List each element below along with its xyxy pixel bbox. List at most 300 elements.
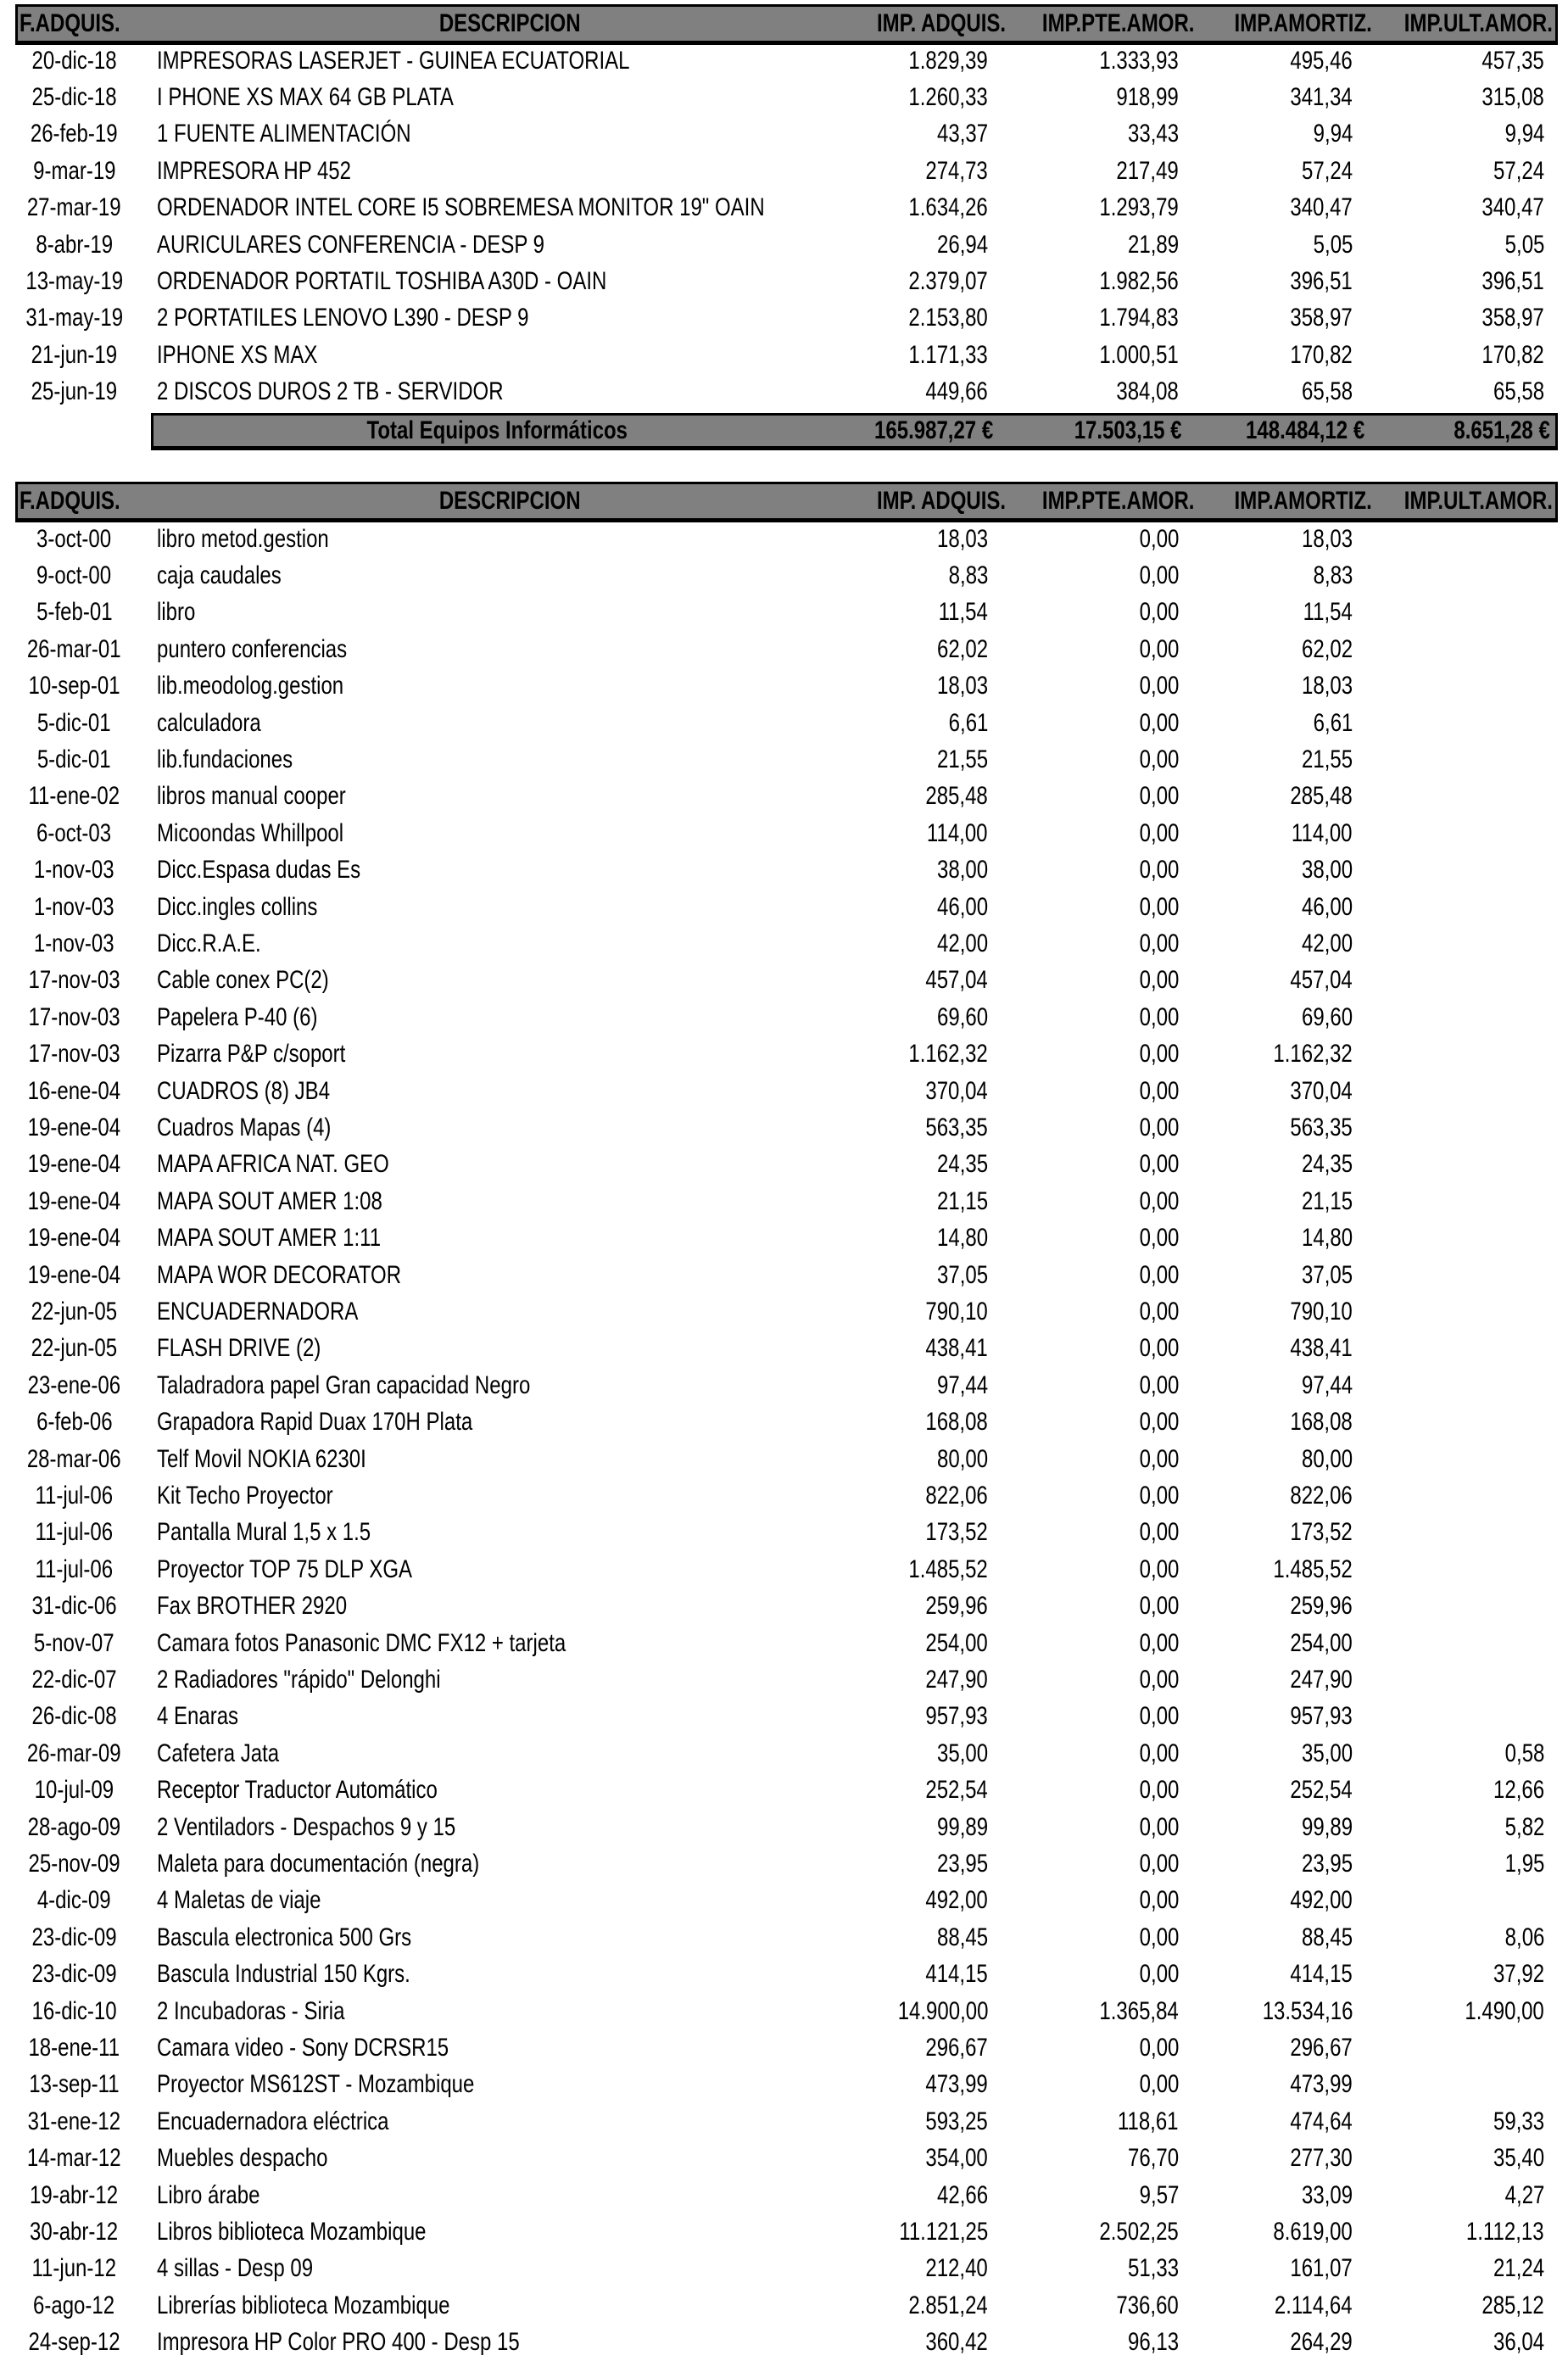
cell-imp-pte-amor: 0,00 [1139, 2034, 1179, 2062]
cell-date: 5-dic-01 [37, 708, 111, 737]
cell-description: IMPRESORAS LASERJET - GUINEA ECUATORIAL [157, 46, 630, 75]
cell-imp-adquis: 285,48 [925, 782, 988, 811]
table-row [0, 999, 1568, 1035]
cell-description: Proyector TOP 75 DLP XGA [157, 1554, 413, 1583]
cell-imp-ult-amor: 37,92 [1493, 1960, 1544, 1989]
header-imp-ult-amor: IMP.ULT.AMOR. [1403, 9, 1553, 37]
cell-imp-ult-amor [1357, 1073, 1544, 1109]
cell-imp-adquis: 414,15 [925, 1960, 988, 1989]
cell-imp-pte-amor: 2.502,25 [1099, 2218, 1179, 2247]
cell-imp-adquis: 252,54 [925, 1776, 988, 1805]
cell-description: Grapadora Rapid Duax 170H Plata [157, 1408, 473, 1437]
cell-imp-pte-amor: 0,00 [1139, 1298, 1179, 1326]
cell-imp-amortiz: 285,48 [1290, 782, 1353, 811]
cell-imp-pte-amor: 1.982,56 [1099, 267, 1179, 296]
cell-date: 3-oct-00 [36, 524, 112, 553]
cell-imp-adquis: 80,00 [936, 1444, 988, 1473]
cell-imp-amortiz: 168,08 [1290, 1408, 1353, 1437]
cell-imp-ult-amor: 285,12 [1482, 2291, 1544, 2319]
cell-imp-pte-amor: 0,00 [1139, 1076, 1179, 1105]
cell-date: 11-jul-06 [35, 1482, 114, 1510]
cell-description: IMPRESORA HP 452 [157, 156, 351, 185]
cell-description: Papelera P-40 (6) [157, 1002, 318, 1031]
cell-imp-ult-amor: 59,33 [1493, 2107, 1544, 2135]
cell-imp-pte-amor: 0,00 [1139, 1923, 1179, 1951]
cell-imp-pte-amor: 384,08 [1116, 377, 1179, 406]
cell-description: Kit Techo Proyector [157, 1482, 333, 1510]
cell-imp-amortiz: 259,96 [1290, 1592, 1353, 1621]
cell-imp-adquis: 97,44 [936, 1370, 988, 1399]
cell-description: 1 FUENTE ALIMENTACIÓN [157, 120, 411, 148]
table-row [0, 1919, 1568, 1956]
cell-date: 8-abr-19 [36, 230, 113, 259]
total-row [151, 413, 1558, 450]
table-row [0, 2141, 1568, 2177]
cell-imp-adquis: 247,90 [925, 1666, 988, 1694]
cell-imp-adquis: 21,55 [936, 745, 988, 774]
cell-imp-pte-amor: 0,00 [1139, 745, 1179, 774]
cell-imp-ult-amor: 315,08 [1482, 83, 1544, 112]
cell-imp-pte-amor: 0,00 [1139, 1444, 1179, 1473]
cell-date: 19-ene-04 [27, 1114, 121, 1142]
table-row [0, 1735, 1568, 1772]
cell-description: MAPA SOUT AMER 1:08 [157, 1186, 382, 1215]
cell-imp-amortiz: 62,02 [1301, 634, 1353, 663]
cell-imp-amortiz: 264,29 [1290, 2328, 1353, 2357]
cell-description: Muebles despacho [157, 2144, 328, 2173]
cell-imp-ult-amor [1357, 779, 1544, 815]
cell-date: 22-jun-05 [31, 1298, 118, 1326]
cell-imp-ult-amor [1357, 1551, 1544, 1588]
cell-imp-ult-amor [1357, 1109, 1544, 1146]
cell-imp-amortiz: 1.485,52 [1273, 1554, 1353, 1583]
cell-description: 2 DISCOS DUROS 2 TB - SERVIDOR [157, 377, 504, 406]
cell-imp-ult-amor: 1.490,00 [1465, 1996, 1544, 2025]
cell-imp-amortiz: 252,54 [1290, 1776, 1353, 1805]
cell-description: Cuadros Mapas (4) [157, 1114, 332, 1142]
cell-imp-pte-amor: 0,00 [1139, 782, 1179, 811]
cell-imp-ult-amor [1357, 741, 1544, 778]
cell-imp-adquis: 274,73 [925, 156, 988, 185]
cell-imp-adquis: 18,03 [936, 524, 988, 553]
table-row [0, 2067, 1568, 2103]
table-row [0, 116, 1568, 153]
cell-imp-pte-amor: 0,00 [1139, 1592, 1179, 1621]
cell-imp-adquis: 42,66 [936, 2180, 988, 2209]
cell-imp-adquis: 8,83 [948, 561, 988, 590]
cell-date: 31-may-19 [25, 304, 123, 332]
table-row [0, 557, 1568, 594]
cell-date: 6-ago-12 [33, 2291, 115, 2319]
cell-date: 18-ene-11 [28, 2034, 120, 2062]
cell-imp-adquis: 69,60 [936, 1002, 988, 1031]
cell-imp-adquis: 438,41 [925, 1334, 988, 1363]
cell-date: 14-mar-12 [27, 2144, 121, 2173]
cell-imp-adquis: 14.900,00 [897, 1996, 988, 2025]
cell-imp-ult-amor [1357, 1147, 1544, 1183]
cell-imp-pte-amor: 0,00 [1139, 892, 1179, 921]
table-row [0, 1661, 1568, 1698]
cell-imp-pte-amor: 0,00 [1139, 1260, 1179, 1289]
cell-description: 2 Incubadoras - Siria [157, 1996, 345, 2025]
table-row [0, 668, 1568, 705]
header-imp-ult-amor: IMP.ULT.AMOR. [1403, 487, 1553, 515]
cell-imp-pte-amor: 118,61 [1118, 2107, 1179, 2135]
cell-imp-adquis: 114,00 [927, 818, 988, 847]
cell-date: 16-ene-04 [27, 1076, 121, 1105]
cell-imp-adquis: 2.851,24 [908, 2291, 988, 2319]
table-row [0, 2325, 1568, 2361]
cell-date: 16-dic-10 [31, 1996, 117, 2025]
total-label: Total Equipos Informáticos [366, 416, 628, 444]
cell-date: 19-ene-04 [27, 1224, 121, 1253]
table-row [0, 1441, 1568, 1477]
cell-description: calculadora [157, 708, 261, 737]
cell-imp-pte-amor: 0,00 [1139, 1150, 1179, 1179]
table-row [0, 2029, 1568, 2066]
cell-imp-adquis: 790,10 [925, 1298, 988, 1326]
cell-imp-pte-amor: 0,00 [1139, 1812, 1179, 1841]
cell-imp-amortiz: 438,41 [1290, 1334, 1353, 1363]
cell-imp-amortiz: 23,95 [1301, 1850, 1353, 1878]
cell-imp-ult-amor: 358,97 [1482, 304, 1544, 332]
cell-imp-amortiz: 37,05 [1301, 1260, 1353, 1289]
cell-imp-ult-amor [1357, 594, 1544, 631]
cell-date: 25-dic-18 [31, 83, 117, 112]
cell-imp-ult-amor: 396,51 [1482, 267, 1544, 296]
total-imp-pte-amor: 17.503,15 € [1074, 416, 1181, 444]
cell-imp-ult-amor [1357, 1625, 1544, 1661]
cell-description: AURICULARES CONFERENCIA - DESP 9 [157, 230, 544, 259]
cell-imp-amortiz: 457,04 [1290, 966, 1353, 995]
cell-description: Pantalla Mural 1,5 x 1.5 [157, 1518, 371, 1547]
cell-imp-adquis: 354,00 [925, 2144, 988, 2173]
cell-imp-amortiz: 5,05 [1313, 230, 1353, 259]
table-row [0, 852, 1568, 889]
cell-imp-adquis: 35,00 [936, 1739, 988, 1767]
cell-imp-ult-amor [1357, 1036, 1544, 1073]
cell-date: 4-dic-09 [37, 1886, 111, 1915]
cell-imp-ult-amor [1357, 1367, 1544, 1404]
cell-imp-adquis: 212,40 [925, 2254, 988, 2283]
cell-imp-amortiz: 8,83 [1313, 561, 1353, 590]
table-row [0, 1183, 1568, 1220]
cell-description: 2 PORTATILES LENOVO L390 - DESP 9 [157, 304, 529, 332]
cell-imp-adquis: 37,05 [936, 1260, 988, 1289]
cell-description: Pizarra P&P c/soport [157, 1040, 346, 1069]
table-row [0, 1109, 1568, 1146]
cell-description: Fax BROTHER 2920 [157, 1592, 348, 1621]
cell-description: 4 Maletas de viaje [157, 1886, 321, 1915]
cell-imp-ult-amor: 457,35 [1482, 46, 1544, 75]
cell-description: ORDENADOR PORTATIL TOSHIBA A30D - OAIN [157, 267, 607, 296]
cell-imp-adquis: 99,89 [936, 1812, 988, 1841]
table-row [0, 1625, 1568, 1661]
table-row [0, 2287, 1568, 2324]
cell-imp-adquis: 11.121,25 [899, 2218, 988, 2247]
cell-date: 6-feb-06 [36, 1408, 113, 1437]
cell-imp-pte-amor: 0,00 [1139, 634, 1179, 663]
cell-imp-amortiz: 161,07 [1290, 2254, 1353, 2283]
cell-description: IPHONE XS MAX [157, 340, 318, 369]
cell-date: 19-ene-04 [27, 1150, 121, 1179]
cell-imp-ult-amor [1357, 815, 1544, 851]
cell-date: 11-jul-06 [35, 1554, 114, 1583]
cell-imp-pte-amor: 0,00 [1139, 1702, 1179, 1731]
table-row [0, 1220, 1568, 1257]
cell-date: 22-dic-07 [31, 1666, 117, 1694]
table-row [0, 226, 1568, 263]
cell-date: 1-nov-03 [34, 929, 114, 958]
cell-description: libros manual cooper [157, 782, 346, 811]
total-imp-ult-amor: 8.651,28 € [1454, 416, 1550, 444]
cell-date: 26-dic-08 [31, 1702, 117, 1731]
cell-imp-adquis: 1.260,33 [908, 83, 988, 112]
cell-date: 17-nov-03 [28, 966, 120, 995]
table1-header [15, 4, 1558, 45]
cell-imp-pte-amor: 33,43 [1127, 120, 1179, 148]
table-row [0, 2213, 1568, 2250]
cell-imp-amortiz: 957,93 [1290, 1702, 1353, 1731]
cell-imp-ult-amor: 1,95 [1504, 1850, 1544, 1878]
cell-date: 27-mar-19 [27, 193, 121, 222]
cell-imp-adquis: 6,61 [948, 708, 988, 737]
cell-imp-amortiz: 99,89 [1301, 1812, 1353, 1841]
cell-date: 28-ago-09 [27, 1812, 121, 1841]
cell-date: 23-dic-09 [31, 1923, 117, 1951]
table-row [0, 815, 1568, 851]
cell-description: 2 Radiadores "rápido" Delonghi [157, 1666, 441, 1694]
cell-imp-pte-amor: 0,00 [1139, 1554, 1179, 1583]
cell-description: MAPA WOR DECORATOR [157, 1260, 402, 1289]
cell-description: Receptor Traductor Automático [157, 1776, 438, 1805]
cell-description: ENCUADERNADORA [157, 1298, 359, 1326]
cell-imp-pte-amor: 0,00 [1139, 708, 1179, 737]
cell-imp-pte-amor: 0,00 [1139, 1002, 1179, 1031]
cell-imp-ult-amor: 35,40 [1493, 2144, 1544, 2173]
cell-imp-amortiz: 114,00 [1292, 818, 1353, 847]
cell-imp-amortiz: 97,44 [1301, 1370, 1353, 1399]
cell-imp-ult-amor: 1.112,13 [1466, 2218, 1544, 2247]
cell-imp-pte-amor: 0,00 [1139, 1960, 1179, 1989]
table-row [0, 2251, 1568, 2287]
cell-imp-pte-amor: 0,00 [1139, 1739, 1179, 1767]
cell-imp-ult-amor [1357, 1331, 1544, 1367]
cell-imp-amortiz: 8.619,00 [1273, 2218, 1353, 2247]
cell-imp-amortiz: 296,67 [1290, 2034, 1353, 2062]
cell-imp-pte-amor: 0,00 [1139, 1482, 1179, 1510]
table-row [0, 374, 1568, 410]
cell-imp-amortiz: 35,00 [1301, 1739, 1353, 1767]
cell-date: 11-jun-12 [31, 2254, 117, 2283]
table-row [0, 963, 1568, 999]
cell-imp-adquis: 21,15 [936, 1186, 988, 1215]
cell-date: 31-dic-06 [31, 1592, 117, 1621]
cell-imp-adquis: 46,00 [936, 892, 988, 921]
cell-imp-pte-amor: 0,00 [1139, 672, 1179, 700]
cell-imp-amortiz: 370,04 [1290, 1076, 1353, 1105]
cell-date: 19-abr-12 [30, 2180, 119, 2209]
cell-imp-pte-amor: 0,00 [1139, 818, 1179, 847]
total-imp-adquis: 165.987,27 € [873, 416, 993, 444]
cell-imp-pte-amor: 0,00 [1139, 1776, 1179, 1805]
cell-imp-pte-amor: 217,49 [1116, 156, 1179, 185]
cell-imp-amortiz: 790,10 [1290, 1298, 1353, 1326]
cell-imp-amortiz: 396,51 [1290, 267, 1353, 296]
cell-imp-ult-amor [1357, 2067, 1544, 2103]
cell-imp-ult-amor [1357, 1183, 1544, 1220]
cell-imp-ult-amor: 57,24 [1493, 156, 1544, 185]
cell-imp-pte-amor: 0,00 [1139, 1628, 1179, 1657]
table-row [0, 705, 1568, 741]
cell-description: 4 Enaras [157, 1702, 239, 1731]
cell-imp-amortiz: 88,45 [1301, 1923, 1353, 1951]
cell-description: MAPA AFRICA NAT. GEO [157, 1150, 389, 1179]
cell-imp-pte-amor: 51,33 [1127, 2254, 1179, 2283]
cell-date: 5-feb-01 [36, 598, 113, 627]
cell-imp-pte-amor: 0,00 [1139, 1114, 1179, 1142]
cell-date: 9-oct-00 [36, 561, 112, 590]
cell-imp-amortiz: 69,60 [1301, 1002, 1353, 1031]
cell-imp-ult-amor [1357, 1661, 1544, 1698]
cell-imp-adquis: 1.634,26 [908, 193, 988, 222]
header-imp-amortiz: IMP.AMORTIZ. [1234, 9, 1372, 37]
table-row [0, 263, 1568, 299]
cell-imp-ult-amor [1357, 557, 1544, 594]
cell-date: 19-ene-04 [27, 1186, 121, 1215]
cell-imp-pte-amor: 918,99 [1116, 83, 1179, 112]
cell-imp-adquis: 24,35 [936, 1150, 988, 1179]
cell-imp-pte-amor: 0,00 [1139, 1370, 1179, 1399]
cell-imp-adquis: 88,45 [936, 1923, 988, 1951]
cell-date: 13-sep-11 [29, 2070, 120, 2099]
table-row [0, 1883, 1568, 1919]
cell-description: Libros biblioteca Mozambique [157, 2218, 427, 2247]
cell-imp-ult-amor [1357, 925, 1544, 962]
cell-imp-ult-amor [1357, 1441, 1544, 1477]
cell-imp-pte-amor: 0,00 [1139, 856, 1179, 885]
header-imp-pte-amor: IMP.PTE.AMOR. [1041, 9, 1194, 37]
cell-date: 25-nov-09 [28, 1850, 120, 1878]
cell-imp-ult-amor: 340,47 [1482, 193, 1544, 222]
cell-imp-ult-amor [1357, 631, 1544, 667]
cell-description: Bascula Industrial 150 Kgrs. [157, 1960, 410, 1989]
cell-imp-pte-amor: 1.794,83 [1099, 304, 1179, 332]
header-imp-amortiz: IMP.AMORTIZ. [1234, 487, 1372, 515]
cell-imp-adquis: 1.829,39 [908, 46, 988, 75]
cell-description: Impresora HP Color PRO 400 - Desp 15 [157, 2328, 520, 2357]
cell-date: 1-nov-03 [34, 892, 114, 921]
cell-imp-adquis: 18,03 [936, 672, 988, 700]
table-row [0, 779, 1568, 815]
cell-imp-adquis: 370,04 [925, 1076, 988, 1105]
table-row [0, 153, 1568, 189]
cell-imp-pte-amor: 0,00 [1139, 1408, 1179, 1437]
cell-imp-adquis: 822,06 [925, 1482, 988, 1510]
cell-imp-ult-amor: 5,05 [1504, 230, 1544, 259]
cell-imp-ult-amor: 12,66 [1493, 1776, 1544, 1805]
cell-imp-ult-amor [1357, 1220, 1544, 1257]
cell-imp-adquis: 11,54 [938, 598, 988, 627]
cell-date: 26-feb-19 [31, 120, 118, 148]
cell-imp-ult-amor: 5,82 [1504, 1812, 1544, 1841]
cell-imp-amortiz: 57,24 [1301, 156, 1353, 185]
cell-imp-pte-amor: 0,00 [1139, 561, 1179, 590]
cell-date: 22-jun-05 [31, 1334, 118, 1363]
table-row [0, 42, 1568, 79]
cell-imp-ult-amor [1357, 1257, 1544, 1293]
cell-date: 21-jun-19 [31, 340, 118, 369]
cell-description: CUADROS (8) JB4 [157, 1076, 331, 1105]
cell-imp-adquis: 593,25 [925, 2107, 988, 2135]
cell-imp-ult-amor [1357, 1883, 1544, 1919]
cell-imp-ult-amor [1357, 852, 1544, 889]
cell-imp-pte-amor: 0,00 [1139, 1334, 1179, 1363]
table-row [0, 521, 1568, 557]
cell-imp-pte-amor: 736,60 [1116, 2291, 1179, 2319]
cell-imp-ult-amor [1357, 521, 1544, 557]
cell-description: FLASH DRIVE (2) [157, 1334, 321, 1363]
cell-imp-amortiz: 170,82 [1290, 340, 1353, 369]
cell-description: Maleta para documentación (negra) [157, 1850, 480, 1878]
cell-imp-amortiz: 473,99 [1290, 2070, 1353, 2099]
cell-description: MAPA SOUT AMER 1:11 [157, 1224, 382, 1253]
cell-imp-adquis: 173,52 [925, 1518, 988, 1547]
cell-imp-ult-amor: 170,82 [1482, 340, 1544, 369]
table-row [0, 1331, 1568, 1367]
cell-imp-pte-amor: 21,89 [1127, 230, 1179, 259]
table-row [0, 1551, 1568, 1588]
cell-description: lib.meodolog.gestion [157, 672, 344, 700]
cell-description: libro metod.gestion [157, 524, 329, 553]
cell-imp-adquis: 62,02 [936, 634, 988, 663]
table-row [0, 1956, 1568, 1993]
cell-imp-amortiz: 18,03 [1301, 524, 1353, 553]
table-row [0, 1257, 1568, 1293]
cell-description: Encuadernadora eléctrica [157, 2107, 389, 2135]
cell-imp-pte-amor: 1.000,51 [1099, 340, 1179, 369]
header-imp-pte-amor: IMP.PTE.AMOR. [1041, 487, 1194, 515]
cell-description: caja caudales [157, 561, 282, 590]
cell-imp-adquis: 1.485,52 [908, 1554, 988, 1583]
cell-date: 10-jul-09 [34, 1776, 114, 1805]
cell-imp-pte-amor: 0,00 [1139, 1518, 1179, 1547]
cell-imp-amortiz: 341,34 [1290, 83, 1353, 112]
cell-imp-adquis: 38,00 [936, 856, 988, 885]
cell-imp-pte-amor: 1.293,79 [1099, 193, 1179, 222]
cell-imp-pte-amor: 0,00 [1139, 1886, 1179, 1915]
table-row [0, 1845, 1568, 1882]
cell-imp-adquis: 563,35 [925, 1114, 988, 1142]
cell-imp-ult-amor: 4,27 [1504, 2180, 1544, 2209]
cell-imp-ult-amor [1357, 889, 1544, 925]
table-row [0, 190, 1568, 226]
cell-date: 17-nov-03 [28, 1040, 120, 1069]
table-row [0, 1772, 1568, 1809]
cell-imp-amortiz: 14,80 [1301, 1224, 1353, 1253]
table2-header [15, 482, 1558, 522]
cell-imp-amortiz: 2.114,64 [1275, 2291, 1353, 2319]
cell-description: Librerías biblioteca Mozambique [157, 2291, 450, 2319]
cell-imp-adquis: 1.162,32 [908, 1040, 988, 1069]
cell-imp-amortiz: 247,90 [1290, 1666, 1353, 1694]
cell-imp-ult-amor [1357, 1588, 1544, 1625]
cell-imp-amortiz: 46,00 [1301, 892, 1353, 921]
cell-description: Camara fotos Panasonic DMC FX12 + tarjeta [157, 1628, 566, 1657]
cell-imp-amortiz: 24,35 [1301, 1150, 1353, 1179]
cell-imp-amortiz: 492,00 [1290, 1886, 1353, 1915]
cell-imp-amortiz: 1.162,32 [1273, 1040, 1353, 1069]
